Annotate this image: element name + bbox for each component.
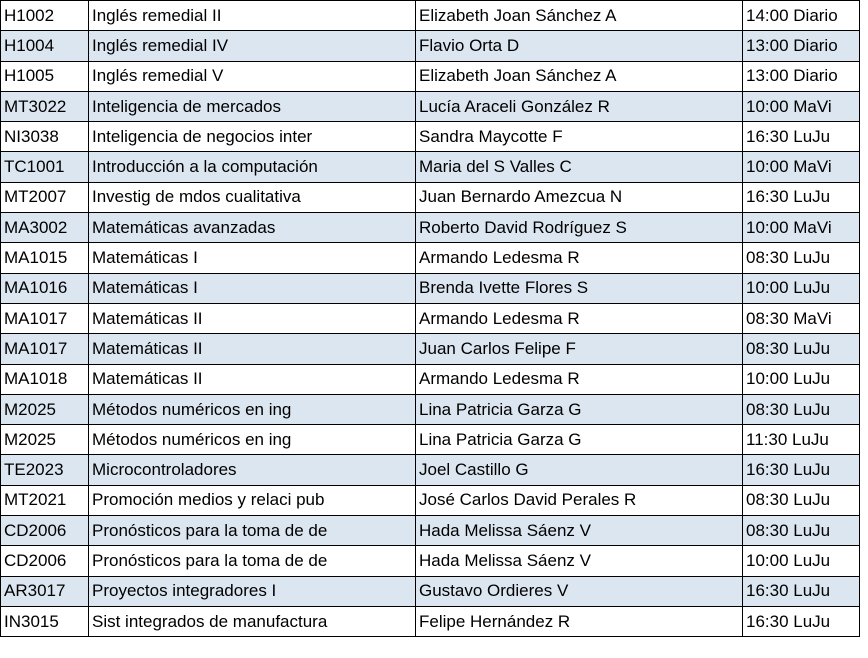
course-name-cell[interactable]: Matemáticas II [89,303,416,333]
course-code-cell[interactable]: H1005 [1,61,89,91]
course-name-cell[interactable]: Métodos numéricos en ing [89,394,416,424]
schedule-cell[interactable]: 13:00 Diario [743,61,860,91]
table-row [1,1,860,31]
professor-cell[interactable]: Lina Patricia Garza G [416,425,743,455]
table-row [1,485,860,515]
table-row [1,576,860,606]
course-code-cell[interactable]: CD2006 [1,516,89,546]
professor-cell[interactable]: Hada Melissa Sáenz V [416,516,743,546]
table-row [1,91,860,121]
professor-cell[interactable]: Elizabeth Joan Sánchez A [416,1,743,31]
professor-cell[interactable]: José Carlos David Perales R [416,485,743,515]
course-name-cell[interactable]: Matemáticas II [89,364,416,394]
table-row [1,213,860,243]
course-name-cell[interactable]: Introducción a la computación [89,152,416,182]
course-code-cell[interactable]: TE2023 [1,455,89,485]
schedule-cell[interactable]: 10:00 LuJu [743,546,860,576]
course-name-cell[interactable]: Inglés remedial V [89,61,416,91]
course-code-cell[interactable]: NI3038 [1,122,89,152]
course-code-cell[interactable]: TC1001 [1,152,89,182]
schedule-cell[interactable]: 16:30 LuJu [743,182,860,212]
course-name-cell[interactable]: Matemáticas I [89,243,416,273]
course-code-cell[interactable]: AR3017 [1,576,89,606]
course-name-cell[interactable]: Inglés remedial II [89,1,416,31]
table-row [1,455,860,485]
table-row [1,303,860,333]
table-body [1,1,860,637]
course-name-cell[interactable]: Inglés remedial IV [89,31,416,61]
course-code-cell[interactable]: CD2006 [1,546,89,576]
schedule-cell[interactable]: 11:30 LuJu [743,425,860,455]
course-code-cell[interactable]: MA1017 [1,334,89,364]
course-code-cell[interactable]: IN3015 [1,606,89,636]
professor-cell[interactable]: Roberto David Rodríguez S [416,213,743,243]
course-name-cell[interactable]: Sist integrados de manufactura [89,606,416,636]
professor-cell[interactable]: Gustavo Ordieres V [416,576,743,606]
schedule-cell[interactable]: 16:30 LuJu [743,455,860,485]
course-code-cell[interactable]: MT3022 [1,91,89,121]
schedule-cell[interactable]: 13:00 Diario [743,31,860,61]
table-row [1,31,860,61]
course-code-cell[interactable]: MA1018 [1,364,89,394]
schedule-cell[interactable]: 16:30 LuJu [743,576,860,606]
schedule-cell[interactable]: 08:30 LuJu [743,394,860,424]
table-row [1,122,860,152]
professor-cell[interactable]: Armando Ledesma R [416,243,743,273]
course-code-cell[interactable]: M2025 [1,394,89,424]
table-row [1,152,860,182]
table-row [1,182,860,212]
professor-cell[interactable]: Juan Bernardo Amezcua N [416,182,743,212]
schedule-cell[interactable]: 10:00 MaVi [743,152,860,182]
table-row [1,364,860,394]
course-name-cell[interactable]: Inteligencia de mercados [89,91,416,121]
course-name-cell[interactable]: Investig de mdos cualitativa [89,182,416,212]
course-name-cell[interactable]: Métodos numéricos en ing [89,425,416,455]
course-name-cell[interactable]: Inteligencia de negocios inter [89,122,416,152]
table-row [1,546,860,576]
table-row [1,425,860,455]
course-code-cell[interactable]: H1002 [1,1,89,31]
course-code-cell[interactable]: H1004 [1,31,89,61]
course-code-cell[interactable]: MA3002 [1,213,89,243]
table-row [1,334,860,364]
professor-cell[interactable]: Lina Patricia Garza G [416,394,743,424]
course-name-cell[interactable]: Pronósticos para la toma de de [89,516,416,546]
course-name-cell[interactable]: Matemáticas avanzadas [89,213,416,243]
course-code-cell[interactable]: MA1017 [1,303,89,333]
schedule-cell[interactable]: 08:30 LuJu [743,485,860,515]
schedule-cell[interactable]: 10:00 LuJu [743,364,860,394]
schedule-cell[interactable]: 08:30 LuJu [743,516,860,546]
schedule-cell[interactable]: 08:30 LuJu [743,334,860,364]
professor-cell[interactable]: Felipe Hernández R [416,606,743,636]
table-row [1,243,860,273]
course-code-cell[interactable]: MT2021 [1,485,89,515]
course-name-cell[interactable]: Matemáticas II [89,334,416,364]
professor-cell[interactable]: Joel Castillo G [416,455,743,485]
course-name-cell[interactable]: Proyectos integradores I [89,576,416,606]
professor-cell[interactable]: Juan Carlos Felipe F [416,334,743,364]
schedule-cell[interactable]: 16:30 LuJu [743,122,860,152]
schedule-cell[interactable]: 16:30 LuJu [743,606,860,636]
course-code-cell[interactable]: MT2007 [1,182,89,212]
course-code-cell[interactable]: MA1015 [1,243,89,273]
schedule-cell[interactable]: 08:30 MaVi [743,303,860,333]
professor-cell[interactable]: Sandra Maycotte F [416,122,743,152]
professor-cell[interactable]: Hada Melissa Sáenz V [416,546,743,576]
course-name-cell[interactable]: Promoción medios y relaci pub [89,485,416,515]
course-code-cell[interactable]: MA1016 [1,273,89,303]
course-code-cell[interactable]: M2025 [1,425,89,455]
course-name-cell[interactable]: Microcontroladores [89,455,416,485]
professor-cell[interactable]: Brenda Ivette Flores S [416,273,743,303]
schedule-cell[interactable]: 08:30 LuJu [743,243,860,273]
course-name-cell[interactable]: Matemáticas I [89,273,416,303]
schedule-cell[interactable]: 14:00 Diario [743,1,860,31]
professor-cell[interactable]: Armando Ledesma R [416,303,743,333]
course-name-cell[interactable]: Pronósticos para la toma de de [89,546,416,576]
table-row [1,394,860,424]
schedule-cell[interactable]: 10:00 LuJu [743,273,860,303]
table-row [1,61,860,91]
schedule-cell[interactable]: 10:00 MaVi [743,91,860,121]
table-row [1,606,860,636]
professor-cell[interactable]: Elizabeth Joan Sánchez A [416,61,743,91]
professor-cell[interactable]: Lucía Araceli González R [416,91,743,121]
professor-cell[interactable]: Maria del S Valles C [416,152,743,182]
table-row [1,273,860,303]
table-row [1,516,860,546]
professor-cell[interactable]: Flavio Orta D [416,31,743,61]
professor-cell[interactable]: Armando Ledesma R [416,364,743,394]
schedule-cell[interactable]: 10:00 MaVi [743,213,860,243]
